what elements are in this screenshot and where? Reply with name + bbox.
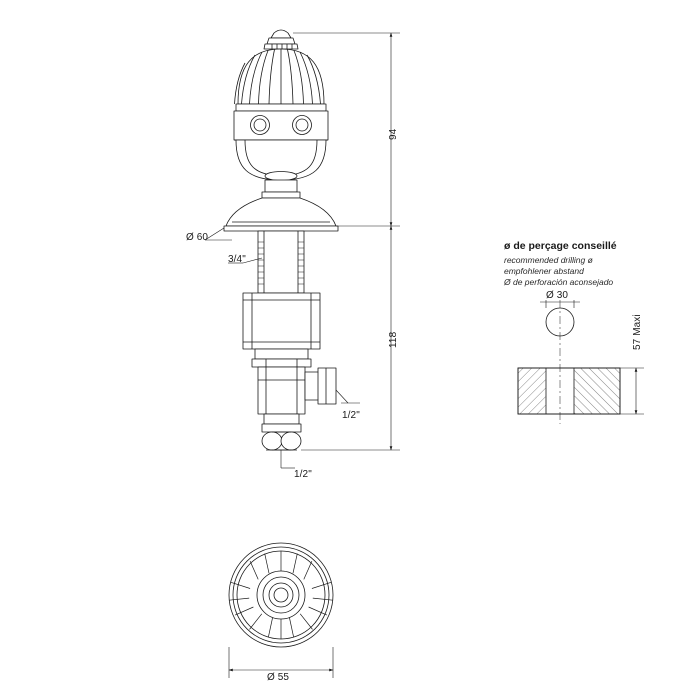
dim-height-upper: 94: [388, 128, 399, 140]
drilling-detail: [518, 300, 620, 424]
dim-thread-outlet: 1/2": [342, 410, 360, 421]
dim-drill-diameter: Ø 30: [546, 290, 569, 301]
dim-thread-upper: 3/4": [228, 254, 246, 265]
note-line-en: recommended drilling ø: [504, 255, 593, 265]
dim-plan-diameter: Ø 55: [267, 672, 290, 683]
elevation-view: [224, 30, 338, 450]
dim-thread-inlet: 1/2": [294, 469, 312, 480]
note-heading: ø de perçage conseillé: [504, 240, 617, 252]
note-line-es: Ø de perforación aconsejado: [504, 277, 614, 287]
dim-height-lower: 118: [388, 331, 399, 348]
dim-max-thickness: 57 Maxi: [632, 314, 643, 350]
plan-view: [229, 543, 333, 647]
dim-diameter-flange: Ø 60: [186, 232, 209, 243]
note-line-de: empfohlener abstand: [504, 266, 584, 276]
